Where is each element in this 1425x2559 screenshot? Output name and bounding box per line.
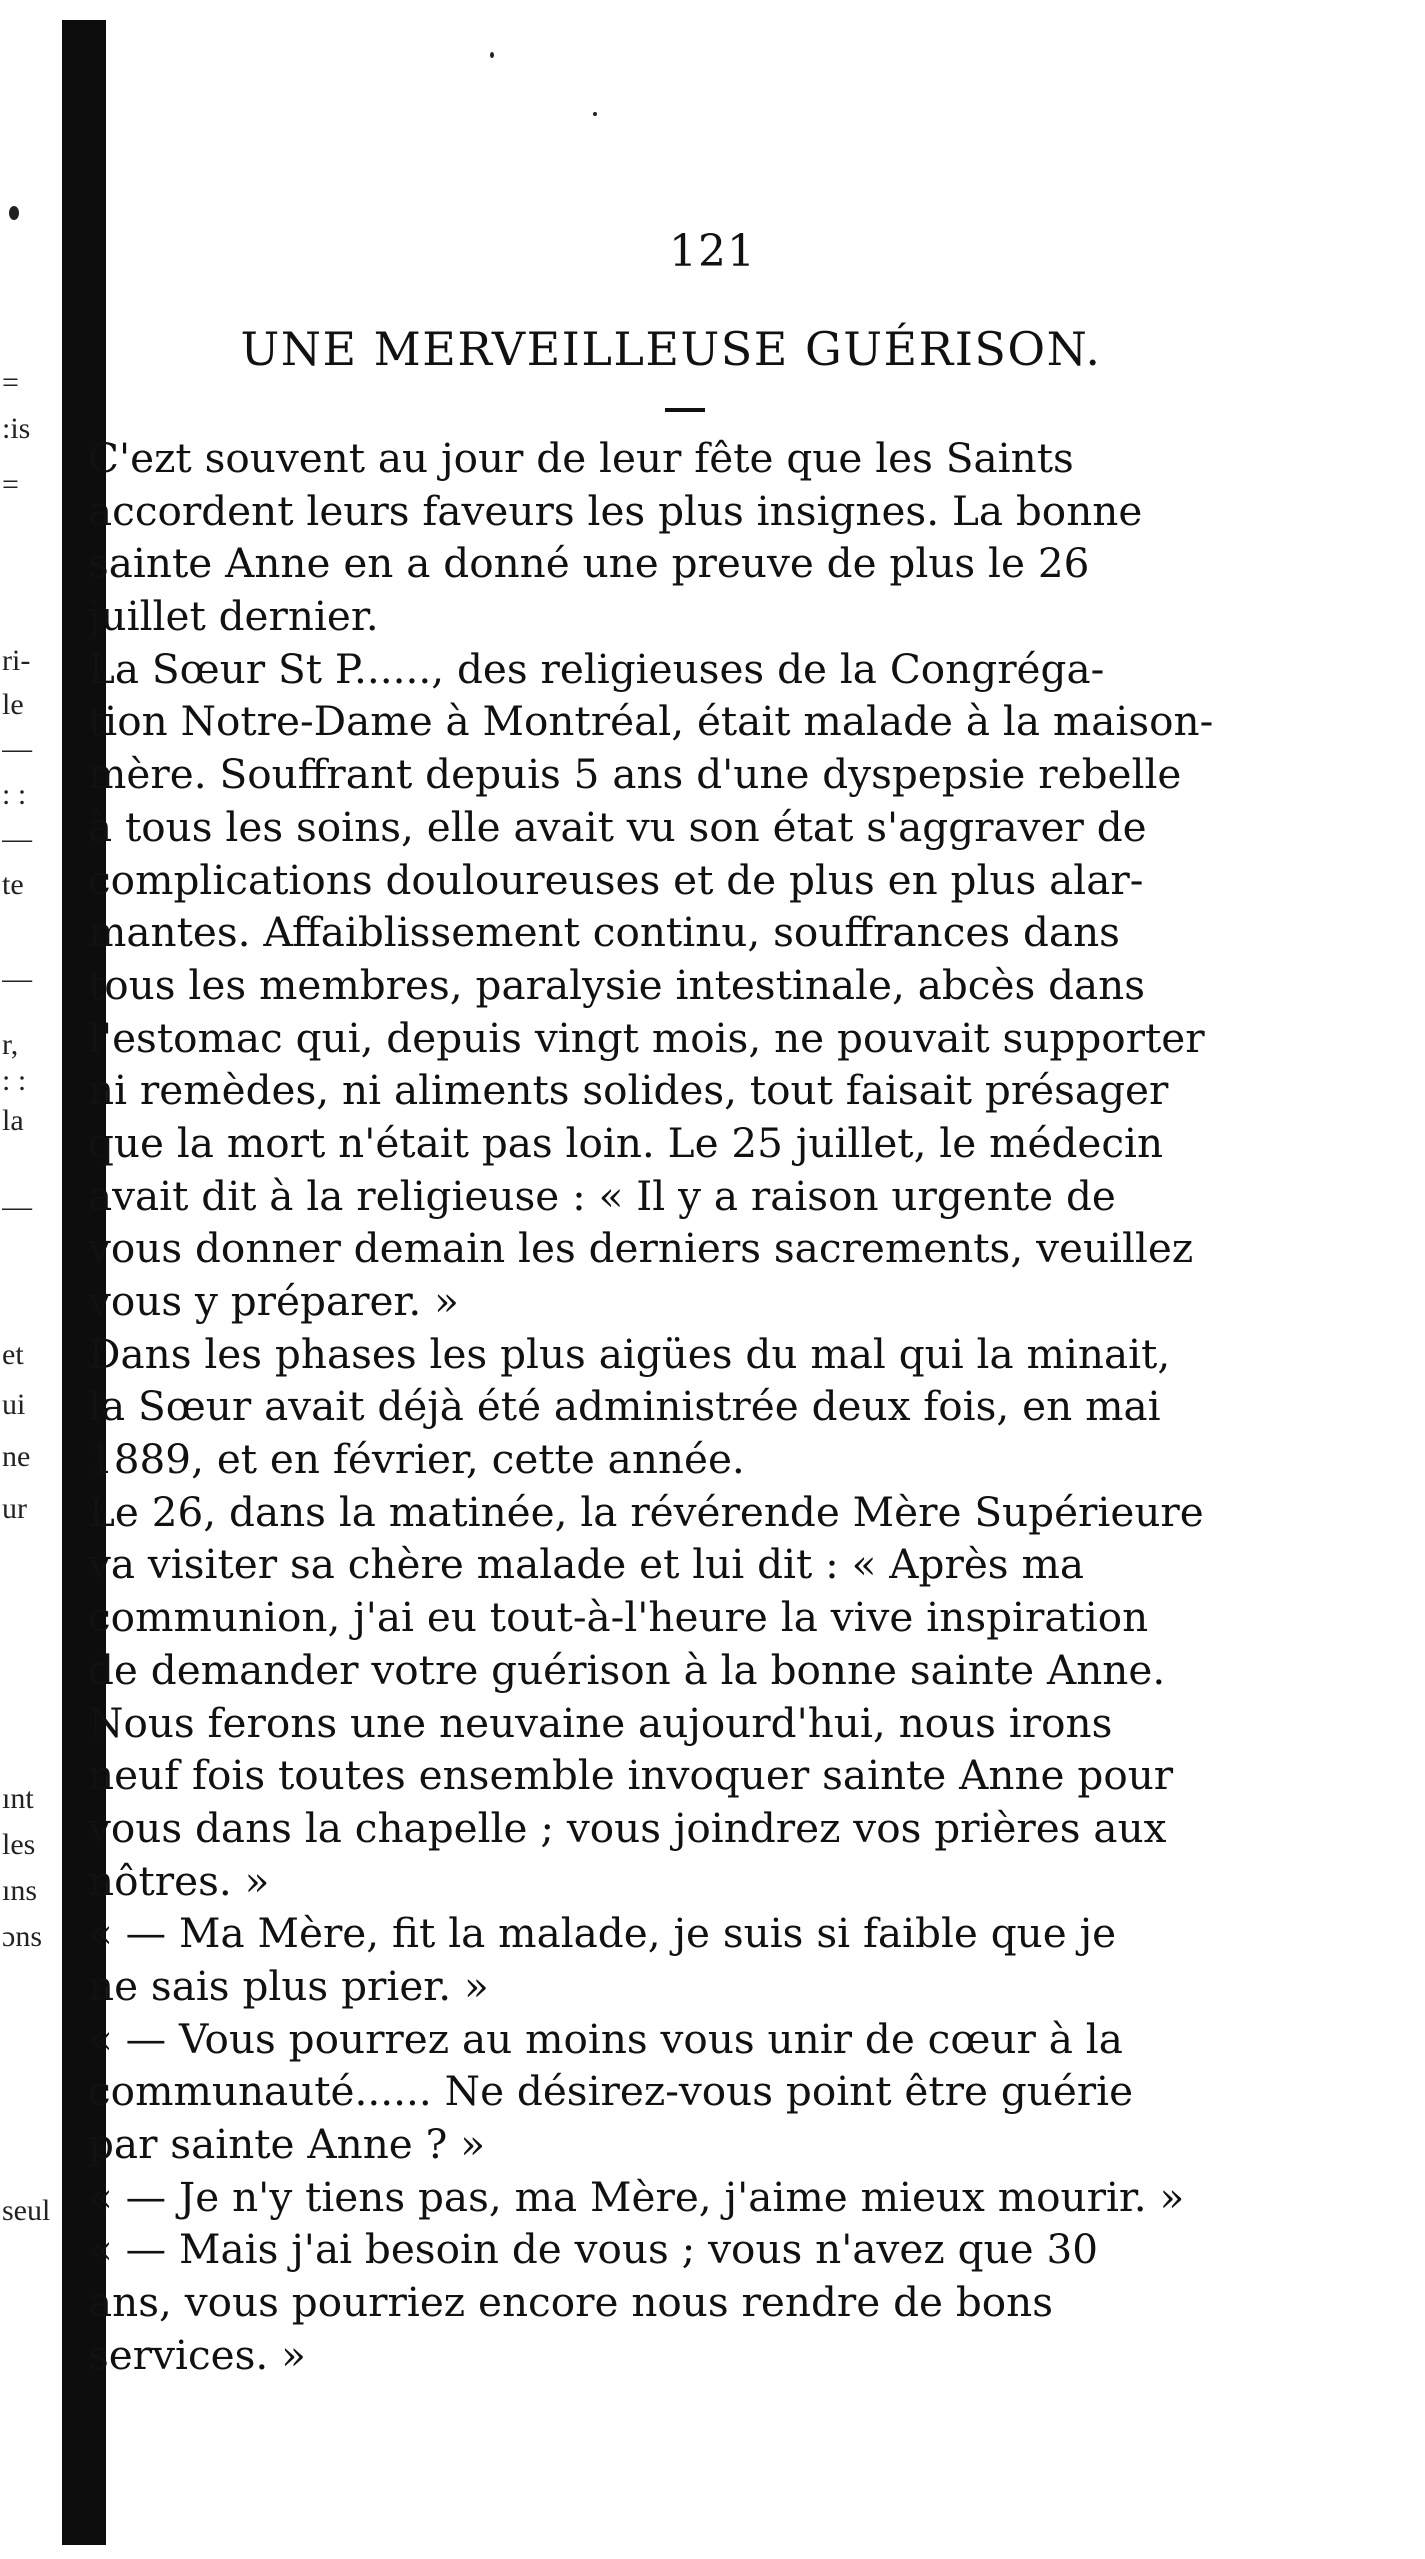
text-line: La Sœur St P......, des religieuses de la Congréga- bbox=[88, 644, 1105, 693]
page-title: UNE MERVEILLEUSE GUÉRISON. bbox=[240, 322, 1102, 376]
text-line: Dans les phases les plus aigües du mal qui la minait, bbox=[88, 1329, 1171, 1378]
text-line: C'ezt souvent au jour de leur fête que les Saints bbox=[88, 434, 1074, 482]
margin-fragment: ui bbox=[2, 1390, 26, 1420]
margin-fragment: les bbox=[2, 1830, 36, 1860]
text-line: Le 26, dans la matinée, la révérende Mère Supérieure bbox=[88, 1487, 1204, 1536]
text-line: l'estomac qui, depuis vingt mois, ne pouvait supporter bbox=[88, 1013, 1205, 1062]
text-line: sainte Anne en a donné une preuve de plus le 26 bbox=[88, 539, 1090, 588]
text-line: vous donner demain les derniers sacrements, veuillez bbox=[88, 1224, 1194, 1273]
text-line: « — Mais j'ai besoin de vous ; vous n'avez que 30 bbox=[88, 2225, 1098, 2274]
text-line: communion, j'ai eu tout-à-l'heure la vive inspiration bbox=[88, 1593, 1149, 1642]
text-line: mère. Souffrant depuis 5 ans d'une dyspepsie rebelle bbox=[88, 750, 1182, 799]
margin-fragment: ɔns bbox=[2, 1922, 42, 1952]
text-line: tion Notre-Dame à Montréal, était malade à la maison- bbox=[88, 697, 1214, 746]
text-line: Nous ferons une neuvaine aujourd'hui, nous irons bbox=[88, 1698, 1113, 1747]
margin-fragment: seul bbox=[2, 2196, 51, 2226]
margin-fragment: la bbox=[2, 1106, 24, 1136]
margin-fragment: = bbox=[2, 470, 19, 500]
text-line: de demander votre guérison à la bonne sainte Anne. bbox=[88, 1645, 1166, 1694]
title-divider bbox=[665, 408, 705, 412]
margin-fragment: — bbox=[2, 734, 32, 764]
text-line: tous les membres, paralysie intestinale, abcès dans bbox=[88, 960, 1146, 1009]
margin-fragment: ur bbox=[2, 1494, 27, 1524]
text-line: ans, vous pourriez encore nous rendre de bons bbox=[88, 2278, 1054, 2327]
text-line: juillet dernier. bbox=[88, 592, 379, 641]
margin-fragment: ınt bbox=[2, 1784, 34, 1814]
text-line: ne sais plus prier. » bbox=[88, 1961, 489, 2010]
ink-speck bbox=[490, 52, 494, 58]
ink-speck bbox=[593, 112, 597, 116]
page-number: 121 bbox=[669, 226, 756, 277]
text-line: mantes. Affaiblissement continu, souffrances dans bbox=[88, 908, 1120, 957]
ink-speck bbox=[9, 206, 19, 220]
text-line: neuf fois toutes ensemble invoquer sainte Anne pour bbox=[88, 1751, 1174, 1800]
text-line: vous y préparer. » bbox=[88, 1277, 459, 1325]
margin-fragment: : : bbox=[2, 1066, 27, 1096]
text-line: ni remèdes, ni aliments solides, tout faisait présager bbox=[88, 1066, 1169, 1115]
margin-fragment: te bbox=[2, 870, 24, 900]
margin-fragment: — bbox=[2, 824, 32, 854]
text-line: à tous les soins, elle avait vu son état s'aggraver de bbox=[88, 802, 1147, 851]
text-line: par sainte Anne ? » bbox=[88, 2120, 486, 2168]
text-line: accordent leurs faveurs les plus insignes. La bonne bbox=[88, 486, 1143, 535]
margin-fragment: :is bbox=[2, 414, 31, 444]
text-line: va visiter sa chère malade et lui dit : « Après ma bbox=[88, 1540, 1084, 1589]
text-line: avait dit à la religieuse : « Il y a raison urgente de bbox=[88, 1171, 1116, 1220]
margin-fragment: ri- bbox=[2, 646, 31, 676]
margin-fragment: : : bbox=[2, 780, 27, 810]
margin-fragment: ıns bbox=[2, 1876, 38, 1906]
text-line: « — Vous pourrez au moins vous unir de cœur à la bbox=[88, 2014, 1123, 2063]
margin-fragment: et bbox=[2, 1340, 24, 1370]
margin-fragment: — bbox=[2, 964, 32, 994]
margin-fragment: le bbox=[2, 690, 24, 720]
margin-fragment: — bbox=[2, 1192, 32, 1222]
text-line: complications douloureuses et de plus en plus alar- bbox=[88, 855, 1144, 904]
text-line: communauté...... Ne désirez-vous point être guérie bbox=[88, 2067, 1134, 2116]
body-text bbox=[88, 432, 1306, 2381]
margin-fragment: ne bbox=[2, 1442, 31, 1472]
text-line: 1889, et en février, cette année. bbox=[88, 1435, 745, 1484]
margin-fragment: r, bbox=[2, 1030, 19, 1060]
text-line: que la mort n'était pas loin. Le 25 juillet, le médecin bbox=[88, 1118, 1164, 1167]
text-line: vous dans la chapelle ; vous joindrez vos prières aux bbox=[88, 1803, 1167, 1852]
text-line: « — Je n'y tiens pas, ma Mère, j'aime mieux mourir. » bbox=[88, 2172, 1185, 2221]
text-line: services. » bbox=[88, 2330, 306, 2379]
text-line: nôtres. » bbox=[88, 1856, 270, 1905]
margin-fragment: = bbox=[2, 368, 19, 398]
text-line: « — Ma Mère, fit la malade, je suis si faible que je bbox=[88, 1909, 1117, 1958]
text-line: la Sœur avait déjà été administrée deux fois, en mai bbox=[88, 1382, 1161, 1431]
